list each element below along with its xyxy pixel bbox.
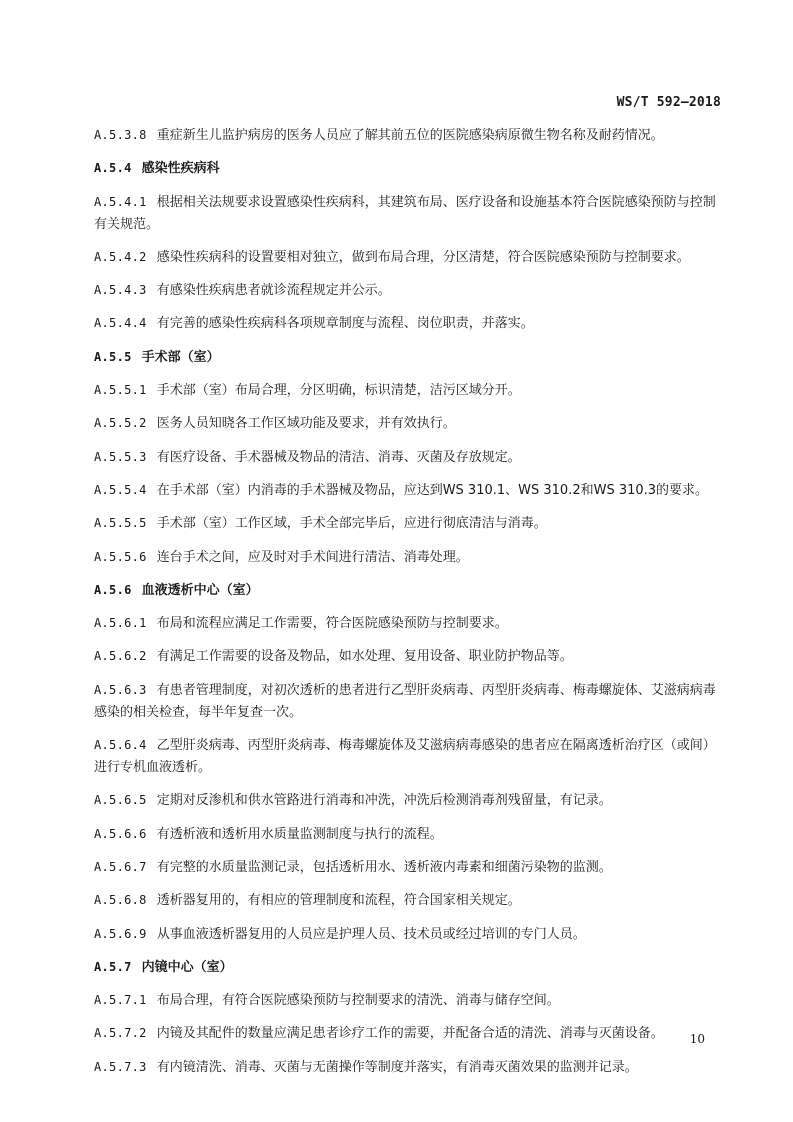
clause-text: 手术部（室）工作区域，手术全部完毕后，应进行彻底清洁与消毒。	[156, 516, 547, 532]
clause-number: A.5.4.4	[94, 316, 147, 331]
clause-paragraph	[94, 1056, 724, 1079]
clause-number: A.5.4.3	[94, 283, 147, 298]
clause-paragraph	[94, 889, 724, 912]
section-title: 血液透析中心（室）	[141, 582, 259, 598]
section-heading	[94, 956, 724, 979]
clause-text: 有透析液和透析用水质量监测制度与执行的流程。	[156, 826, 443, 842]
clause-paragraph	[94, 989, 724, 1012]
clause-number: A.5.7.2	[94, 1026, 147, 1041]
document-code: WS/T 592—2018	[616, 95, 721, 110]
clause-number: A.5.3.8	[94, 128, 147, 142]
clause-text: 在手术部（室）内消毒的手术器械及物品，应达到WS 310.1、WS 310.2和WS 310.3的要求。	[156, 482, 709, 498]
clause-text: 布局和流程应满足工作需要，符合医院感染预防与控制要求。	[156, 616, 508, 632]
clause-paragraph	[94, 645, 724, 668]
clause-paragraph	[94, 412, 724, 435]
clause-paragraph	[94, 612, 724, 635]
clause-text: 重症新生儿监护病房的医务人员应了解其前五位的医院感染病原微生物名称及耐药情况。	[156, 128, 664, 143]
clause-paragraph	[94, 279, 724, 302]
clause-number: A.5.6.8	[94, 893, 147, 908]
clause-number: A.5.5.2	[94, 416, 147, 431]
clause-text: 感染性疾病科的设置要相对独立，做到布局合理，分区清楚，符合医院感染预防与控制要求。	[156, 249, 690, 265]
section-heading	[94, 346, 724, 369]
clause-paragraph	[94, 823, 724, 846]
clause-paragraph	[94, 479, 724, 502]
clause-text: 定期对反渗机和供水管路进行消毒和冲洗，冲洗后检测消毒剂残留量，有记录。	[156, 793, 612, 809]
clause-paragraph	[94, 446, 724, 469]
clause-number: A.5.4.1	[94, 194, 147, 209]
clause-number: A.5.4.2	[94, 249, 147, 264]
clause-number: A.5.6.6	[94, 826, 147, 841]
clause-number: A.5.6.7	[94, 859, 147, 874]
section-heading	[94, 579, 724, 602]
clause-number: A.5.6.5	[94, 793, 147, 808]
clause-number: A.5.5	[94, 349, 132, 364]
clause-number: A.5.5.4	[94, 482, 147, 497]
section-title: 手术部（室）	[141, 349, 220, 365]
clause-paragraph	[94, 191, 724, 236]
clause-text: 乙型肝炎病毒、丙型肝炎病毒、梅毒螺旋体及艾滋病病毒感染的患者应在隔离透析治疗区（或间）进行专机血液透析。	[94, 738, 716, 776]
clause-text: 有患者管理制度，对初次透析的患者进行乙型肝炎病毒、丙型肝炎病毒、梅毒螺旋体、艾滋病病毒感染的相关检查，每半年复查一次。	[94, 682, 716, 720]
clause-text: 有满足工作需要的设备及物品，如水处理、复用设备、职业防护物品等。	[156, 649, 573, 665]
clause-paragraph	[94, 379, 724, 402]
clause-paragraph	[94, 124, 724, 147]
clause-number: A.5.5.6	[94, 549, 147, 564]
document-body	[94, 124, 724, 1089]
section-title: 感染性疾病科	[141, 161, 220, 177]
clause-text: 连台手术之间，应及时对手术间进行清洁、消毒处理。	[156, 549, 469, 565]
clause-number: A.5.6	[94, 582, 132, 597]
clause-text: 有完整的水质量监测记录，包括透析用水、透析液内毒素和细菌污染物的监测。	[156, 859, 612, 875]
clause-number: A.5.7	[94, 959, 132, 974]
clause-text: 有医疗设备、手术器械及物品的清洁、消毒、灭菌及存放规定。	[156, 449, 521, 465]
clause-paragraph	[94, 246, 724, 269]
clause-paragraph	[94, 546, 724, 569]
page-number: 10	[689, 1032, 705, 1046]
clause-text: 医务人员知晓各工作区域功能及要求，并有效执行。	[156, 416, 456, 432]
clause-paragraph	[94, 679, 724, 724]
clause-number: A.5.5.3	[94, 449, 147, 464]
clause-paragraph	[94, 789, 724, 812]
clause-text: 内镜及其配件的数量应满足患者诊疗工作的需要，并配备合适的清洗、消毒与灭菌设备。	[156, 1026, 664, 1042]
clause-number: A.5.6.4	[94, 738, 147, 753]
clause-number: A.5.6.9	[94, 926, 147, 941]
clause-number: A.5.6.2	[94, 649, 147, 664]
clause-paragraph	[94, 923, 724, 946]
clause-number: A.5.5.5	[94, 516, 147, 531]
clause-text: 手术部（室）布局合理，分区明确，标识清楚，洁污区域分开。	[156, 383, 521, 399]
clause-paragraph	[94, 512, 724, 535]
clause-number: A.5.6.3	[94, 682, 147, 697]
clause-text: 根据相关法规要求设置感染性疾病科，其建筑布局、医疗设备和设施基本符合医院感染预防与控制有关规范。	[94, 194, 716, 232]
clause-text: 布局合理，有符合医院感染预防与控制要求的清洗、消毒与储存空间。	[156, 993, 560, 1009]
clause-text: 有完善的感染性疾病科各项规章制度与流程、岗位职责，并落实。	[156, 316, 534, 332]
clause-paragraph	[94, 856, 724, 879]
clause-paragraph	[94, 312, 724, 335]
clause-number: A.5.7.1	[94, 993, 147, 1008]
clause-text: 透析器复用的，有相应的管理制度和流程，符合国家相关规定。	[156, 893, 521, 909]
clause-text: 从事血液透析器复用的人员应是护理人员、技术员或经过培训的专门人员。	[156, 926, 586, 942]
clause-text: 有内镜清洗、消毒、灭菌与无菌操作等制度并落实，有消毒灭菌效果的监测并记录。	[156, 1059, 638, 1075]
clause-text: 有感染性疾病患者就诊流程规定并公示。	[156, 283, 391, 299]
clause-paragraph	[94, 734, 724, 779]
section-heading	[94, 157, 724, 180]
section-title: 内镜中心（室）	[141, 959, 233, 975]
clause-number: A.5.6.1	[94, 616, 147, 631]
clause-number: A.5.5.1	[94, 383, 147, 398]
clause-number: A.5.4	[94, 161, 132, 176]
clause-paragraph	[94, 1022, 724, 1045]
clause-number: A.5.7.3	[94, 1059, 147, 1074]
